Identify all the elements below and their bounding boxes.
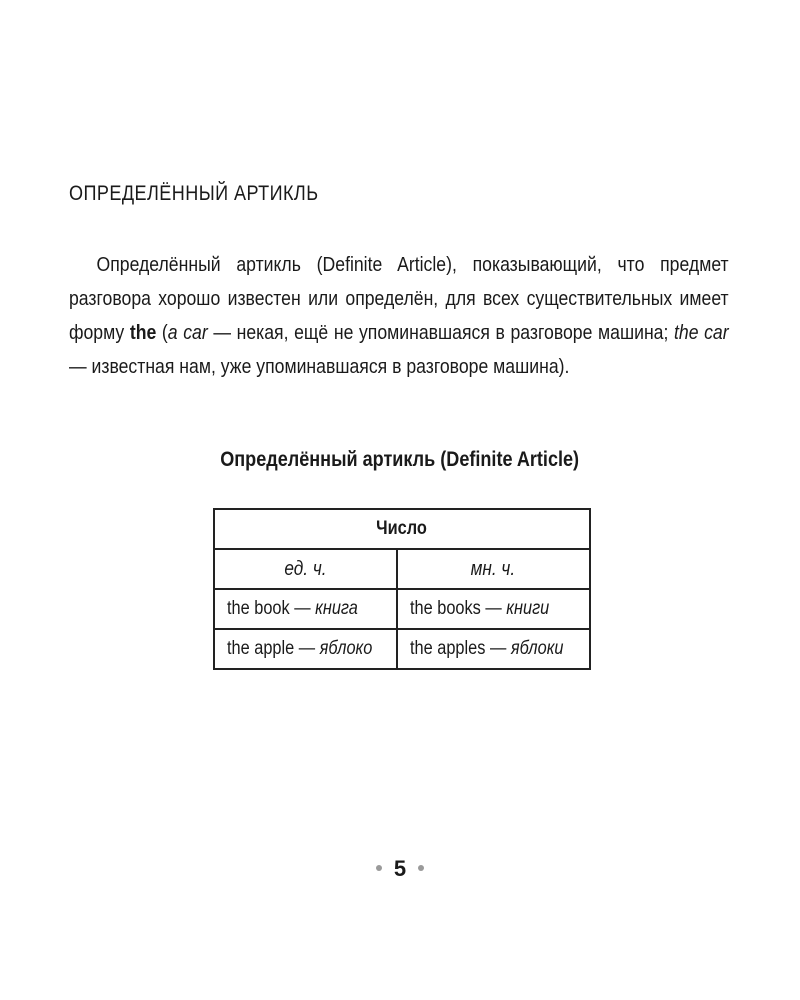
section-title: ОПРЕДЕЛЁННЫЙ АРТИКЛЬ — [69, 182, 319, 205]
table-row — [214, 629, 590, 669]
table-header-number: Число — [214, 509, 590, 549]
table-caption — [0, 448, 800, 472]
body-paragraph — [69, 248, 729, 384]
table-cell-singular: the apple — яблоко — [214, 629, 397, 669]
paragraph-text-2: ( — [156, 321, 168, 344]
paragraph-text-1: Определённый артикль (Definite Article), показывающий, что предмет разговора хорошо известен или определён, для всех существительных имеет форму — [69, 253, 729, 344]
table-subheader-row — [214, 549, 590, 589]
paragraph-text-3: — некая, ещё не упоминавшаяся в разговоре машина; — [207, 321, 674, 344]
article-table — [213, 508, 591, 670]
column-singular-header: ед. ч. — [214, 549, 397, 589]
paragraph-text-4: — известная нам, уже упоминавшаяся в разговоре машина). — [69, 355, 570, 378]
table-caption-text: Определённый артикль (Definite Article) — [220, 448, 580, 471]
table-cell-plural: the books — книги — [397, 589, 590, 629]
page-number-text: 5 — [393, 856, 407, 881]
page-number — [0, 856, 800, 882]
table-cell-plural: the apples — яблоки — [397, 629, 590, 669]
column-plural-header: мн. ч. — [397, 549, 590, 589]
paragraph-example-the-car: the car — [673, 321, 729, 344]
table-header-row — [214, 509, 590, 549]
left-dot-icon — [376, 865, 382, 871]
table-row — [214, 589, 590, 629]
table-cell-singular: the book — книга — [214, 589, 397, 629]
paragraph-the-bold: the — [129, 321, 157, 344]
right-dot-icon — [418, 865, 424, 871]
paragraph-example-a-car: a car — [167, 321, 208, 344]
